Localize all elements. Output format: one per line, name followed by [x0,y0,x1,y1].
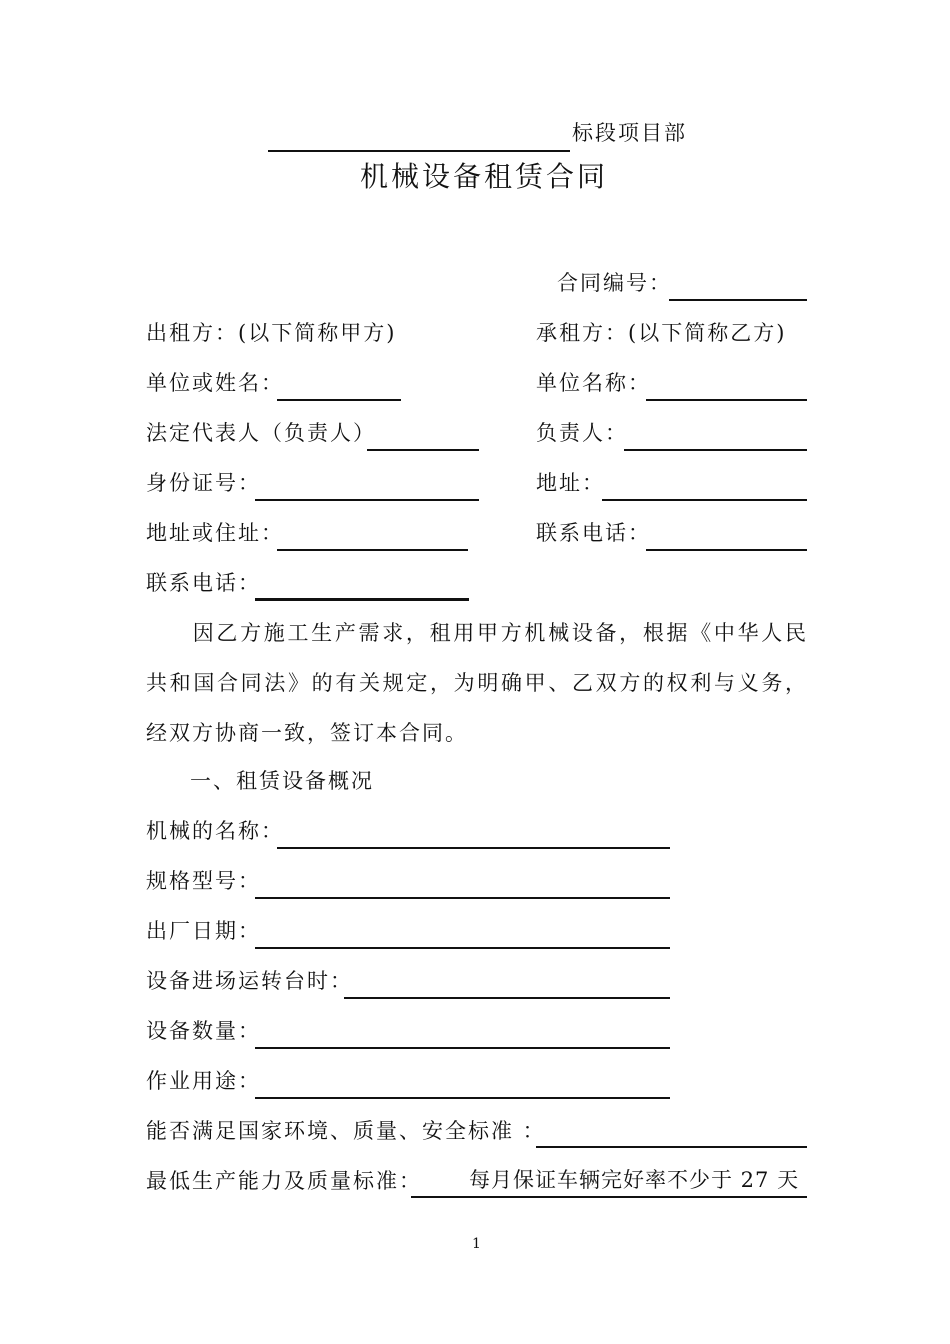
lessor-phone-blank[interactable] [255,598,469,601]
lessee-name-blank[interactable] [646,399,807,401]
section-suffix: 标段项目部 [572,121,687,145]
standards-blank[interactable] [536,1146,807,1148]
lessor-heading: 出租方：(以下简称甲方) [146,321,397,345]
lessor-name-label: 单位或姓名： [146,371,284,395]
quantity-blank[interactable] [255,1047,670,1049]
model-blank[interactable] [255,897,670,899]
lessee-address-blank[interactable] [602,499,807,501]
capacity-underline [411,1196,807,1198]
capacity-value[interactable]: 每月保证车辆完好率不少于 27 天 [469,1168,800,1192]
lessor-phone-label: 联系电话： [146,571,261,595]
section-name-blank[interactable] [268,150,570,152]
lessor-address-blank[interactable] [277,549,468,551]
contract-no-label: 合同编号： [557,271,672,295]
transfer-hours-blank[interactable] [344,997,670,999]
lessor-rep-blank[interactable] [367,449,479,451]
transfer-hours-label: 设备进场运转台时： [146,969,353,993]
purpose-label: 作业用途： [146,1069,261,1093]
factory-date-blank[interactable] [255,947,670,949]
contract-no-blank[interactable] [669,299,807,301]
machine-name-label: 机械的名称： [146,819,284,843]
section1-heading: 一、租赁设备概况 [190,769,374,793]
lessee-name-label: 单位名称： [536,371,651,395]
intro-text: 因乙方施工生产需求，租用甲方机械设备，根据《中华人民共和国合同法》的有关规定，为明确甲、乙双方的权利与义务，经双方协商一致，签订本合同。 [146,621,808,745]
page-number: 1 [472,1236,481,1252]
lessor-name-blank[interactable] [277,399,401,401]
purpose-blank[interactable] [255,1097,670,1099]
capacity-label: 最低生产能力及质量标准： [146,1169,422,1193]
intro-paragraph [146,608,808,758]
lessee-rep-blank[interactable] [624,449,807,451]
quantity-label: 设备数量： [146,1019,261,1043]
lessor-address-label: 地址或住址： [146,521,284,545]
document-title: 机械设备租赁合同 [360,160,609,193]
lessor-id-blank[interactable] [255,499,479,501]
lessee-phone-blank[interactable] [646,549,807,551]
machine-name-blank[interactable] [277,847,670,849]
model-label: 规格型号： [146,869,261,893]
lessee-address-label: 地址： [536,471,605,495]
lessee-heading: 承租方：(以下简称乙方) [536,321,787,345]
standards-label: 能否满足国家环境、质量、安全标准 ： [146,1119,546,1143]
lessor-rep-label: 法定代表人（负责人） [146,421,376,445]
lessee-phone-label: 联系电话： [536,521,651,545]
factory-date-label: 出厂日期： [146,919,261,943]
lessor-id-label: 身份证号： [146,471,261,495]
lessee-rep-label: 负责人： [536,421,628,445]
